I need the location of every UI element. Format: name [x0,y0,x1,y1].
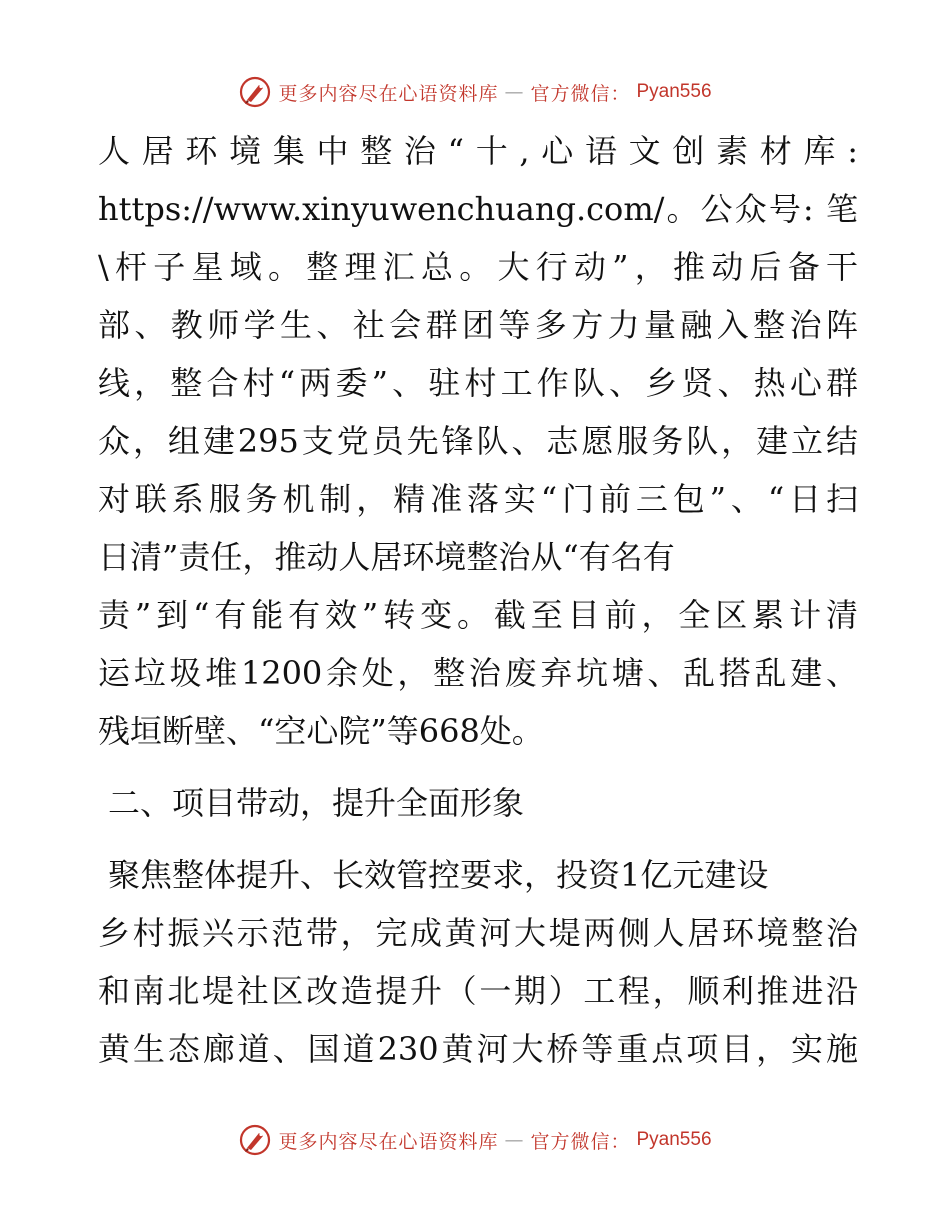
watermark-brand: 更多内容尽在心语资料库 [278,82,499,105]
body-line: 日清”责任，推动人居环境整治从“有名有 [98,538,675,576]
body-line: 人居环境集中整治“十,心语文创素材库: [98,132,858,170]
body-line: 部、教师学生、社会群团等多方力量融入整治阵 [98,306,858,344]
footer-watermark [0,1120,950,1160]
body-line: 众，组建295支党员先锋队、志愿服务队，建立结 [98,422,858,460]
pen-logo-icon [238,75,272,109]
watermark-separator: — [504,1129,525,1151]
document-body [98,122,858,1078]
body-line: https://www.xinyuwenchuang.com/。公众号: 笔 [98,190,858,228]
body-line: \杆子星域。整理汇总。大行动”，推动后备干 [98,248,858,286]
section-heading: 二、项目带动，提升全面形象 [108,784,525,822]
body-line: 运垃圾堆1200余处，整治废弃坑塘、乱搭乱建、 [98,654,858,692]
paragraph-line: 黄生态廊道、国道230黄河大桥等重点项目，实施 [98,1030,858,1068]
paragraph-line: 乡村振兴示范带，完成黄河大堤两侧人居环境整治 [98,914,858,952]
watermark-wechat-label: 官方微信： [530,1130,631,1153]
watermark-wechat-id: Pyan556 [636,1129,712,1150]
watermark-wechat-label: 官方微信： [530,82,631,105]
watermark-separator: — [504,81,525,103]
body-line: 对联系服务机制，精准落实“门前三包”、“日扫 [98,480,858,518]
body-line: 责”到“有能有效”转变。截至目前，全区累计清 [98,596,858,634]
watermark-brand: 更多内容尽在心语资料库 [278,1130,499,1153]
body-line: 残垣断壁、“空心院”等668处。 [98,712,544,750]
body-line: 线，整合村“两委”、驻村工作队、乡贤、热心群 [98,364,858,402]
paragraph-line: 聚焦整体提升、长效管控要求，投资1亿元建设 [108,856,769,894]
header-watermark [0,72,950,112]
pen-logo-icon [238,1123,272,1157]
watermark-wechat-id: Pyan556 [636,81,712,102]
paragraph-line: 和南北堤社区改造提升（一期）工程，顺利推进沿 [98,972,858,1010]
